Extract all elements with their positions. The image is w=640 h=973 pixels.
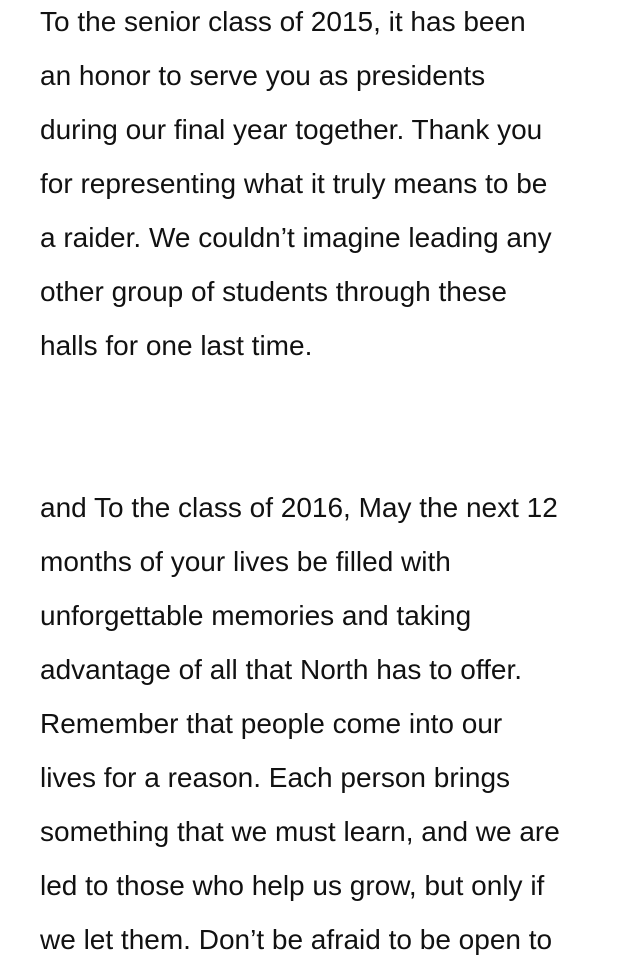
paragraph-line: To the senior class of 2015, it has been	[40, 6, 526, 37]
paragraph-line: we let them. Don’t be afraid to be open to	[40, 924, 553, 955]
paragraph-line: for representing what it truly means to be	[40, 168, 548, 199]
paragraph-line: and To the class of 2016, May the next 12	[40, 492, 558, 523]
paragraph-line: during our final year together. Thank you	[40, 114, 543, 145]
paragraph-line: led to those who help us grow, but only if	[40, 870, 545, 901]
paragraph-line: unforgettable memories and taking	[40, 600, 472, 631]
paragraph-line: an honor to serve you as presidents	[40, 60, 486, 91]
paragraph-line: months of your lives be filled with	[40, 546, 451, 577]
paragraph-line: lives for a reason. Each person brings	[40, 762, 511, 793]
paragraph-line: a raider. We couldn’t imagine leading any	[40, 222, 552, 253]
paragraph-line: something that we must learn, and we are	[40, 816, 560, 847]
paragraph-line: halls for one last time.	[40, 330, 313, 361]
paragraph-line: other group of students through these	[40, 276, 507, 307]
paragraph-line: Remember that people come into our	[40, 708, 503, 739]
paragraph-line: advantage of all that North has to offer.	[40, 654, 523, 685]
